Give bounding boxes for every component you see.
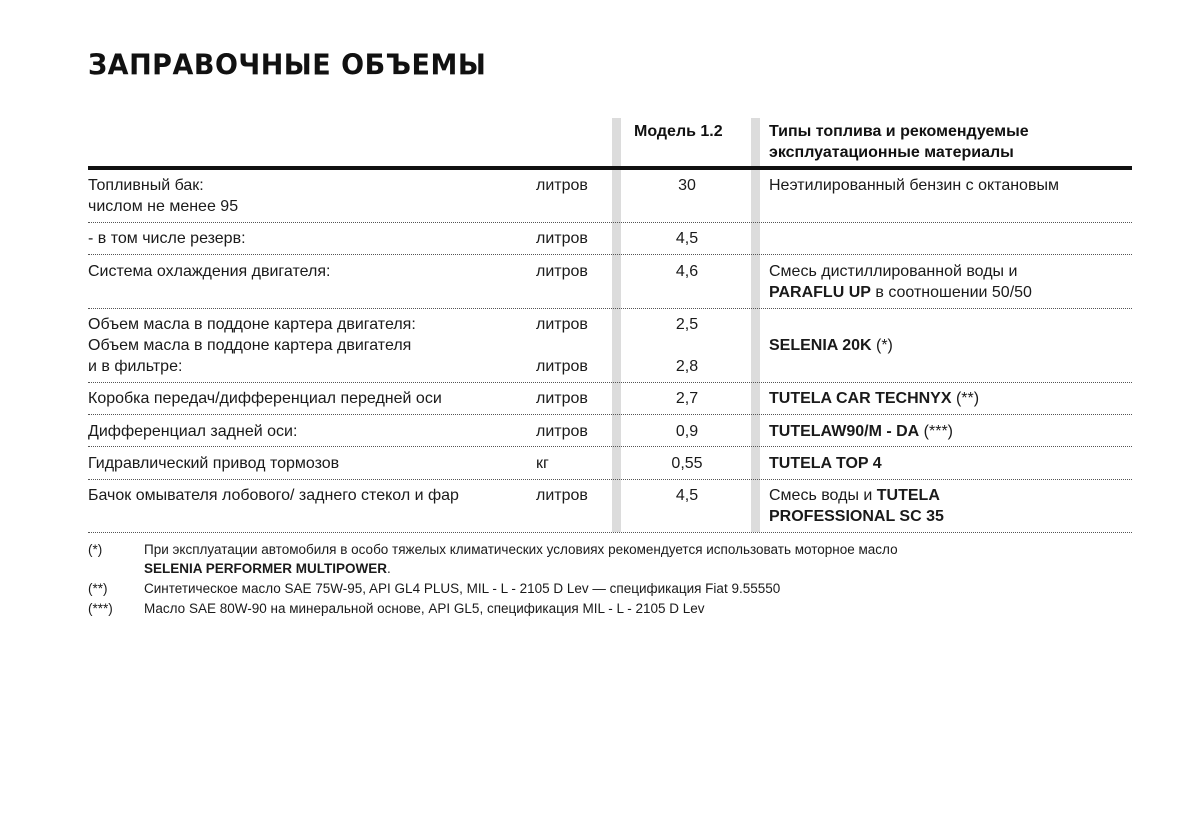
row-reserve-desc: - в том числе резерв: bbox=[88, 230, 246, 247]
row-brakes-value: 0,55 bbox=[671, 455, 703, 472]
header-fuel-line2: эксплуатационные материалы bbox=[769, 144, 1014, 161]
header-rule bbox=[88, 166, 1132, 170]
tutela-w90-brand: TUTELAW90/M - DA bbox=[769, 423, 920, 440]
row-fuel-tank-value: 30 bbox=[678, 177, 696, 194]
row-washer-material-cont: PROFESSIONAL SC 35 bbox=[769, 508, 944, 525]
row-washer-unit: литров bbox=[536, 487, 588, 504]
footnote-text: Масло SAE 80W-90 на минеральной основе, API GL5, спецификация MIL - L - 2105 D Lev bbox=[144, 601, 705, 616]
technyx-note: (**) bbox=[951, 390, 980, 407]
row-oil-filter-value: 2,8 bbox=[675, 358, 699, 375]
row-gearbox-material bbox=[769, 388, 979, 409]
row-cooling-material-cont bbox=[769, 282, 1032, 303]
selenia-brand: SELENIA 20K bbox=[769, 337, 872, 354]
footnote-text: При эксплуатации автомобиля в особо тяжелых климатических условиях рекомендуется использовать моторное масло bbox=[144, 542, 898, 557]
row-rear-diff-material bbox=[769, 421, 953, 442]
footnote-mark: (*) bbox=[88, 542, 103, 557]
row-fuel-tank-desc: Топливный бак: bbox=[88, 177, 204, 194]
technyx-brand: TUTELA CAR TECHNYX bbox=[769, 390, 952, 407]
row-brakes-desc: Гидравлический привод тормозов bbox=[88, 455, 340, 472]
row-cooling-desc: Система охлаждения двигателя: bbox=[88, 263, 331, 280]
selenia-performer-brand: SELENIA PERFORMER MULTIPOWER bbox=[144, 561, 387, 576]
row-brakes-material: TUTELA TOP 4 bbox=[769, 455, 882, 472]
row-oil-desc: Объем масла в поддоне картера двигателя: bbox=[88, 316, 416, 333]
row-oil-material bbox=[769, 335, 893, 356]
row-washer-value: 4,5 bbox=[675, 487, 699, 504]
row-brakes-unit: кг bbox=[536, 455, 549, 472]
row-fuel-tank-material: Неэтилированный бензин с октановым bbox=[769, 177, 1059, 194]
materials-column-shade bbox=[751, 118, 760, 532]
row-oil-unit: литров bbox=[536, 316, 588, 333]
row-oil-filter-unit: литров bbox=[536, 358, 588, 375]
washer-mix: Смесь воды и bbox=[769, 487, 877, 504]
footnote-period: . bbox=[387, 561, 391, 576]
model-column-shade bbox=[612, 118, 621, 532]
page-title: ЗАПРАВОЧНЫЕ ОБЪЕМЫ bbox=[88, 49, 487, 82]
row-washer-material bbox=[769, 485, 940, 506]
row-oil-value: 2,5 bbox=[675, 316, 699, 333]
row-divider bbox=[88, 382, 1132, 383]
row-divider bbox=[88, 479, 1132, 480]
row-fuel-tank-unit: литров bbox=[536, 177, 588, 194]
paraflu-ratio: в соотношении 50/50 bbox=[870, 284, 1032, 301]
row-fuel-tank-desc-cont: числом не менее 95 bbox=[88, 198, 239, 215]
row-cooling-unit: литров bbox=[536, 263, 588, 280]
selenia-note: (*) bbox=[871, 337, 893, 354]
tutela-washer-brand: TUTELA bbox=[876, 487, 940, 504]
paraflu-brand: PARAFLU UP bbox=[769, 284, 871, 301]
row-cooling-material: Смесь дистиллированной воды и bbox=[769, 263, 1018, 280]
row-divider bbox=[88, 414, 1132, 415]
row-divider bbox=[88, 222, 1132, 223]
row-rear-diff-desc: Дифференциал задней оси: bbox=[88, 423, 298, 440]
tutela-w90-note: (***) bbox=[919, 423, 953, 440]
footnote-mark: (***) bbox=[88, 601, 113, 616]
row-rear-diff-unit: литров bbox=[536, 423, 588, 440]
row-rear-diff-value: 0,9 bbox=[675, 423, 699, 440]
row-cooling-value: 4,6 bbox=[675, 263, 699, 280]
row-divider bbox=[88, 308, 1132, 309]
footnote-mark: (**) bbox=[88, 581, 108, 596]
row-oil-filter-desc: Объем масла в поддоне картера двигателя bbox=[88, 337, 412, 354]
footnote-text-cont bbox=[144, 559, 391, 578]
row-gearbox-desc: Коробка передач/дифференциал передней оси bbox=[88, 390, 442, 407]
row-gearbox-unit: литров bbox=[536, 390, 588, 407]
footnote-text: Синтетическое масло SAE 75W-95, API GL4 PLUS, MIL - L - 2105 D Lev — спецификация Fiat 9.55550 bbox=[144, 581, 781, 596]
row-divider bbox=[88, 254, 1132, 255]
row-gearbox-value: 2,7 bbox=[675, 390, 699, 407]
header-fuel-line1: Типы топлива и рекомендуемые bbox=[769, 123, 1029, 140]
row-reserve-unit: литров bbox=[536, 230, 588, 247]
row-reserve-value: 4,5 bbox=[675, 230, 699, 247]
header-model: Модель 1.2 bbox=[634, 123, 723, 140]
row-divider bbox=[88, 446, 1132, 447]
row-divider bbox=[88, 532, 1132, 533]
row-washer-desc: Бачок омывателя лобового/ заднего стекол и фар bbox=[88, 487, 459, 504]
row-oil-filter-desc-cont: и в фильтре: bbox=[88, 358, 183, 375]
